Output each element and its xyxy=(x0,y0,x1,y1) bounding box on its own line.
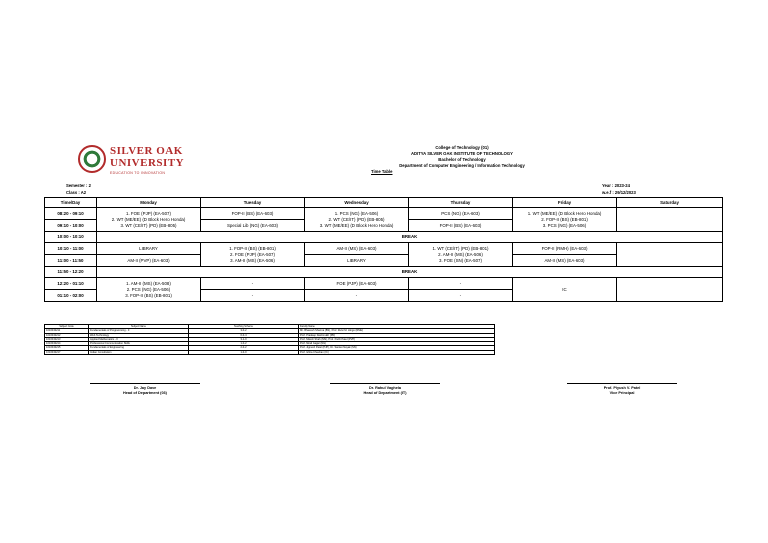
timetable-cell: FOP-II (BS) (EA-603) xyxy=(409,220,513,232)
subject-code: 1010043211 xyxy=(45,329,89,333)
logo-tagline: EDUCATION TO INNOVATION xyxy=(110,171,166,175)
batch-entry: 1. WT (ME/EE) (D Block Hero Honda) xyxy=(527,210,602,216)
faculty-name-header: Faculty Name xyxy=(299,325,495,329)
teaching-scheme: 2-0-2 xyxy=(189,346,299,350)
header-tuesday: Tuesday xyxy=(201,198,305,208)
faculty-names: Mr. Bhavesh Sharma (BS), Prof. Rutvi M. Hingu (RMH) xyxy=(299,329,495,333)
break-row xyxy=(45,232,723,243)
subject-code: 1010043213 xyxy=(45,337,89,341)
time-slot: 10:00 - 10:10 xyxy=(45,232,97,243)
teaching-scheme: 3-1-0 xyxy=(189,337,299,341)
institute-name: ADITYA SILVER OAK INSTITUTE OF TECHNOLOGY xyxy=(411,151,513,157)
time-slot: 08:20 - 09:10 xyxy=(45,208,97,220)
time-slot: 09:10 - 10:00 xyxy=(45,220,97,232)
subject-code: 1010043214 xyxy=(45,342,89,346)
teaching-scheme-header: Teaching Scheme xyxy=(189,325,299,329)
batch-entry: 1. PCS (NG) (EA-506) xyxy=(334,210,379,216)
signature-hod-it xyxy=(330,383,440,396)
subject-code: 1010043217 xyxy=(45,350,89,354)
timetable-cell: AM-II (PVP) (EA-603) xyxy=(97,255,201,267)
faculty-names: Prof. Ishita Chauhan (IC) xyxy=(299,350,495,354)
degree-name: Bachelor of Technology xyxy=(438,157,486,163)
timetable-cell: - xyxy=(201,278,305,290)
timetable-row xyxy=(45,208,723,220)
signatory-name: Dr. Jay Dave xyxy=(133,386,157,390)
teaching-scheme: 0-0-4 xyxy=(189,333,299,337)
header-wednesday: Wednesday xyxy=(305,198,409,208)
subject-name: Web Technology xyxy=(89,333,189,337)
timetable-cell: Special Lib (NG) (EA-603) xyxy=(201,220,305,232)
timetable-cell xyxy=(513,208,617,232)
timetable xyxy=(44,197,723,302)
timetable-cell: LIBRARY xyxy=(97,243,201,255)
timetable-header-row xyxy=(45,198,723,208)
signatory-role: Vice Principal xyxy=(609,391,635,396)
time-slot: 11:00 - 11:50 xyxy=(45,255,97,267)
timetable-cell-empty xyxy=(617,208,723,232)
department-name: Department of Computer Engineering / Information Technology xyxy=(399,163,525,169)
timetable-cell: LIBRARY xyxy=(305,255,409,267)
timetable-cell: - xyxy=(409,290,513,302)
timetable-cell xyxy=(97,278,201,302)
university-emblem-icon xyxy=(78,145,106,173)
teaching-scheme: 1-0-2 xyxy=(189,342,299,346)
timetable-row xyxy=(45,243,723,255)
subject-code: 1010043215 xyxy=(45,346,89,350)
teaching-scheme: 1-0-0 xyxy=(189,350,299,354)
batch-entry: 2. PCS (NG) (EA-506) xyxy=(126,286,171,292)
timetable-cell xyxy=(305,208,409,232)
batch-entry: 3. PCS (NG) (EA-506) xyxy=(542,222,587,228)
class-label: Class : A2 xyxy=(66,190,87,195)
timetable-cell: FOE (PJP) (EA-603) xyxy=(305,278,409,290)
university-logo xyxy=(78,143,190,193)
document-header xyxy=(330,145,594,175)
break-label: BREAK xyxy=(97,267,723,278)
batch-entry: 1. FOP-II (BS) (EB-801) xyxy=(229,245,276,251)
time-slot: 11:50 - 12:20 xyxy=(45,267,97,278)
timetable-cell: IC xyxy=(513,278,617,302)
timetable-cell xyxy=(201,243,305,267)
faculty-names: Prof. Jignesh Patel (PJP), Dr. Sanket Nayak (SN) xyxy=(299,346,495,350)
batch-entry: 3. AM-II (MS) (EA-506) xyxy=(230,257,275,263)
timetable-cell xyxy=(409,243,513,267)
break-row xyxy=(45,267,723,278)
batch-entry: 2. FOE (PJP) (EA-507) xyxy=(230,251,275,257)
semester-label: Semester : 2 xyxy=(66,183,91,188)
timetable-cell-empty xyxy=(617,278,723,302)
timetable-row xyxy=(45,278,723,290)
subject-name: Applied Mathematics - II xyxy=(89,337,189,341)
timetable-cell: FOP-II (RMH) (EA-603) xyxy=(513,243,617,255)
timetable-cell xyxy=(97,208,201,232)
logo-line2: UNIVERSITY xyxy=(110,157,185,169)
faculty-names: Prof. Nirali Gajjar (NG) xyxy=(299,342,495,346)
subject-name: Indian Constitution xyxy=(89,350,189,354)
timetable-cell: AM-II (MS) (EA-603) xyxy=(305,243,409,255)
time-slot: 01:10 - 02:00 xyxy=(45,290,97,302)
subject-name-header: Subject Name xyxy=(89,325,189,329)
subject-name: Fundamentals of Engineering xyxy=(89,346,189,350)
batch-entry: 1. WT (CE/IT) (PD) (EB-801) xyxy=(432,245,489,251)
timetable-cell: - xyxy=(201,290,305,302)
faculty-names: Prof. Mitesh Shah (MS), Prof. Parth Patel (PVP) xyxy=(299,337,495,341)
time-slot: 10:10 - 11:00 xyxy=(45,243,97,255)
batch-entry: 1. AM-II (MS) (EA-508) xyxy=(126,280,171,286)
timetable-cell-empty xyxy=(617,243,723,267)
timetable-cell: - xyxy=(409,278,513,290)
signatory-name: Prof. Piyush V. Patel xyxy=(603,386,641,390)
batch-entry: 2. AM-II (MS) (EA-506) xyxy=(438,251,483,257)
batch-entry: 1. FOE (PJP) (EA-507) xyxy=(126,210,171,216)
batch-entry: 2. FOP-II (BS) (EB-801) xyxy=(541,216,588,222)
batch-entry: 3. WT (CE/IT) (PD) (EB-805) xyxy=(120,222,177,228)
signature-hod-ce xyxy=(90,383,200,396)
batch-entry: 2. WT (ME/EE) (D Block Hero Honda) xyxy=(111,216,186,222)
signature-vice-principal xyxy=(567,383,677,396)
header-saturday: Saturday xyxy=(617,198,723,208)
signatory-role: Head of Department (03) xyxy=(123,391,167,396)
timetable-cell: AM-II (MS) (EA-603) xyxy=(513,255,617,267)
header-friday: Friday xyxy=(513,198,617,208)
header-thursday: Thursday xyxy=(409,198,513,208)
timetable-cell: PCS (NG) (EA-603) xyxy=(409,208,513,220)
subject-row xyxy=(45,350,495,354)
document-title: Time Table xyxy=(371,169,393,175)
signatory-role: Head of Department (IT) xyxy=(363,391,407,396)
wef-label: w.e.f : 29/12/2023 xyxy=(602,190,636,195)
signatory-name: Dr. Rahul Vaghela xyxy=(368,386,402,390)
break-label: BREAK xyxy=(97,232,723,243)
batch-entry: 3. FOP-II (BS) (EB-801) xyxy=(125,292,172,298)
faculty-names: Prof. Pradeep Deshmukh (PD) xyxy=(299,333,495,337)
timetable-cell: FOP-II (BS) (EA-603) xyxy=(201,208,305,220)
subject-code: 1010043212 xyxy=(45,333,89,337)
year-label: Year : 2023-24 xyxy=(602,183,630,188)
subject-table xyxy=(44,324,495,355)
batch-entry: 3. WT (ME/EE) (D Block Hero Honda) xyxy=(319,222,394,228)
batch-entry: 2. WT (CE/IT) (PD) (EB-805) xyxy=(328,216,385,222)
batch-entry: 3. FOE (SN) (EA-507) xyxy=(439,257,482,263)
header-monday: Monday xyxy=(97,198,201,208)
logo-line1: SILVER OAK xyxy=(110,145,183,157)
subject-name: Professional Communication Skills xyxy=(89,342,189,346)
teaching-scheme: 3-0-2 xyxy=(189,329,299,333)
header-time-day: Time/Day xyxy=(45,198,97,208)
time-slot: 12:20 - 01:10 xyxy=(45,278,97,290)
college-name: College of Technology (01) xyxy=(435,145,489,150)
subject-name: Fundamentals of Programming - II xyxy=(89,329,189,333)
timetable-cell: - xyxy=(305,290,409,302)
subject-code-header: Subject Code xyxy=(45,325,89,329)
